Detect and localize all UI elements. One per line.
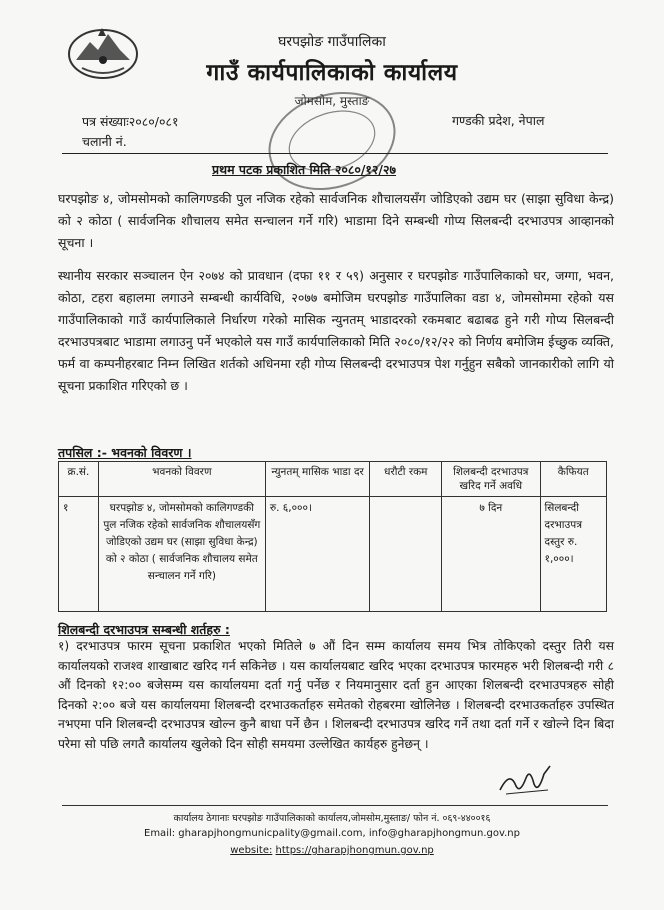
publication-date-line	[212, 161, 396, 178]
col-header-remarks: कैफियत	[540, 462, 607, 497]
dispatch-number: चलानी नं.	[82, 134, 127, 149]
cell-sn: १	[59, 497, 99, 612]
notice-subject: घरपझोङ ४, जोमसोमको कालिगण्डकी पुल नजिक रहेको सार्वजनिक शौचालयसँग जोडिएको उद्यम घर (साझा सुविधा केन्द्र) को २ कोठा ( सार्वजनिक शौचालय समेत सन्चालन गर्ने गरि) भाडामा दिने सम्बन्धी गोप्य सिलबन्दी दरभाउपत्र आव्हानको सूचना ।	[58, 191, 614, 250]
notice-body: स्थानीय सरकार सञ्चालन ऐन २०७४ को प्रावधान (दफा ११ र ५९) अनुसार र घरपझोङ गाउँपालिकाको घर, जग्गा, भवन, कोठा, टहरा बहालमा लगाउने सम्बन्धी कार्यविधि, २०७७ बमोजिम घरपझोङ गाउँपालिका वडा ४, जोमसोममा रहेको यस गाउँपालिकाको गाउँ कार्यपालिकाले निर्धारण गरेको मासिक न्युनतम् भाडादरको रकमबाट बढाबढ हुने गरी गोप्य सिलबन्दी दरभाउपत्रबाट भाडामा लगाउनु पर्ने भएकोले यस गाउँ कार्यपालिकाको मिति २०८०/१२/२२ को निर्णय बमोजिम ईच्छुक व्यक्ति, फर्म वा कम्पनीहरबाट निम्न लिखित शर्तको अधिनमा रही गोप्य सिलबन्दी दरभाउपत्र पेश गर्नुहुन सबैको जानकारीको लागि यो सूचना प्रकाशित गरिएको छ ।	[58, 268, 614, 393]
footer-email: Email: gharapjhongmunicpality@gmail.com, info@gharapjhongmun.gov.np	[144, 828, 520, 839]
footer-website	[0, 845, 664, 856]
website-link[interactable]: https://gharapjhongmun.gov.np	[275, 845, 434, 856]
footer-address: कार्यालय ठेगानाः घरपझोङ गाउँपालिकाको कार्यालय,जोमसोम,मुस्ताङ/ फोन नं. ०६९-४४००१६	[173, 813, 491, 824]
reference-block	[82, 112, 178, 152]
office-stamp-icon	[262, 86, 402, 196]
conditions-text: १) दरभाउपत्र फारम सूचना प्रकाशित भएको मितिले ७ औं दिन सम्म कार्यालय समय भित्र तोकिएको दस्तुर तिरी यस कार्यालयको राजश्व शाखाबाट खरिद गर्न सकिनेछ । यस कार्यालयबाट खरिद भएका दरभाउपत्र फारमहरु भरी शिलबन्दी गरी ८ औं दिनको १२:०० बजेसम्म यस कार्यालयमा दर्ता गर्नु पर्नेछ र नियमानुसार दर्ता हुन आएका शिलबन्दी दरभाउपत्रहरु सोही दिनको २:०० बजे यस कार्यालयमा शिलबन्दी दरभाउकर्ताहरु समेतको रोहबरमा खोलिनेछ । शिलबन्दी दरभाउकर्ताहरु उपस्थित नभएमा पनि शिलबन्दी दरभाउपत्र खोल्न कुनै बाधा पर्ने छैन । शिलबन्दी दरभाउपत्र खरिद गर्ने तथा दर्ता गर्ने र खोल्ने दिन बिदा परेमा सो पछि लगतै कार्यालय खुलेको दिन सोही समयमा उल्लेखित कार्यहरु हुनेछन् ।	[58, 639, 614, 751]
building-details-table	[58, 461, 607, 612]
table-row	[59, 497, 607, 612]
conditions-title: शिलबन्दी दरभाउपत्र सम्बन्धी शर्तहरु :	[58, 622, 230, 637]
cell-remarks: सिलबन्दी दरभाउपत्र दस्तुर रु. १,०००।	[540, 497, 607, 612]
col-header-sn: क्र.सं.	[59, 462, 99, 497]
cell-deposit	[370, 497, 442, 612]
office-location: जोमसोम, मुस्ताङ	[294, 94, 370, 108]
signature-icon	[496, 760, 556, 800]
municipality-name: घरपझोङ गाउँपालिका	[278, 34, 386, 50]
building-section-title: तपसिल :- भवनको विवरण ।	[58, 445, 192, 460]
website-label: website:	[230, 845, 273, 856]
cell-purchase-period: ७ दिन	[442, 497, 540, 612]
office-title: गाउँ कार्यपालिकाको कार्यालय	[206, 60, 458, 86]
letter-ref-number: पत्र संख्याः२०८०/०८१	[82, 114, 179, 129]
cell-description: घरपझोङ ४, जोमसोमको कालिगण्डकी पुल नजिक रहेको सार्वजनिक शौचालयसँग जोडिएको उद्यम घर (साझा सुविधा केन्द्र) को २ कोठा ( सार्वजनिक शौचालय समेत सन्चालन गर्ने गरि)	[98, 497, 265, 612]
table-header-row	[59, 462, 607, 497]
header-divider	[62, 153, 608, 154]
col-header-min-rent: न्युनतम् मासिक भाडा दर	[265, 462, 370, 497]
col-header-description: भवनको विवरण	[98, 462, 265, 497]
footer-divider	[62, 805, 608, 806]
cell-min-rent: रु. ६,०००।	[265, 497, 370, 612]
province-label: गण्डकी प्रदेश, नेपाल	[452, 113, 545, 128]
col-header-purchase-period: शिलबन्दी दरभाउपत्र खरिद गर्ने अवधि	[442, 462, 540, 497]
col-header-deposit: धरौटी रकम	[370, 462, 442, 497]
publication-date-text: प्रथम पटक प्रकाशित मिति २०८०/१२/२७	[212, 162, 397, 177]
